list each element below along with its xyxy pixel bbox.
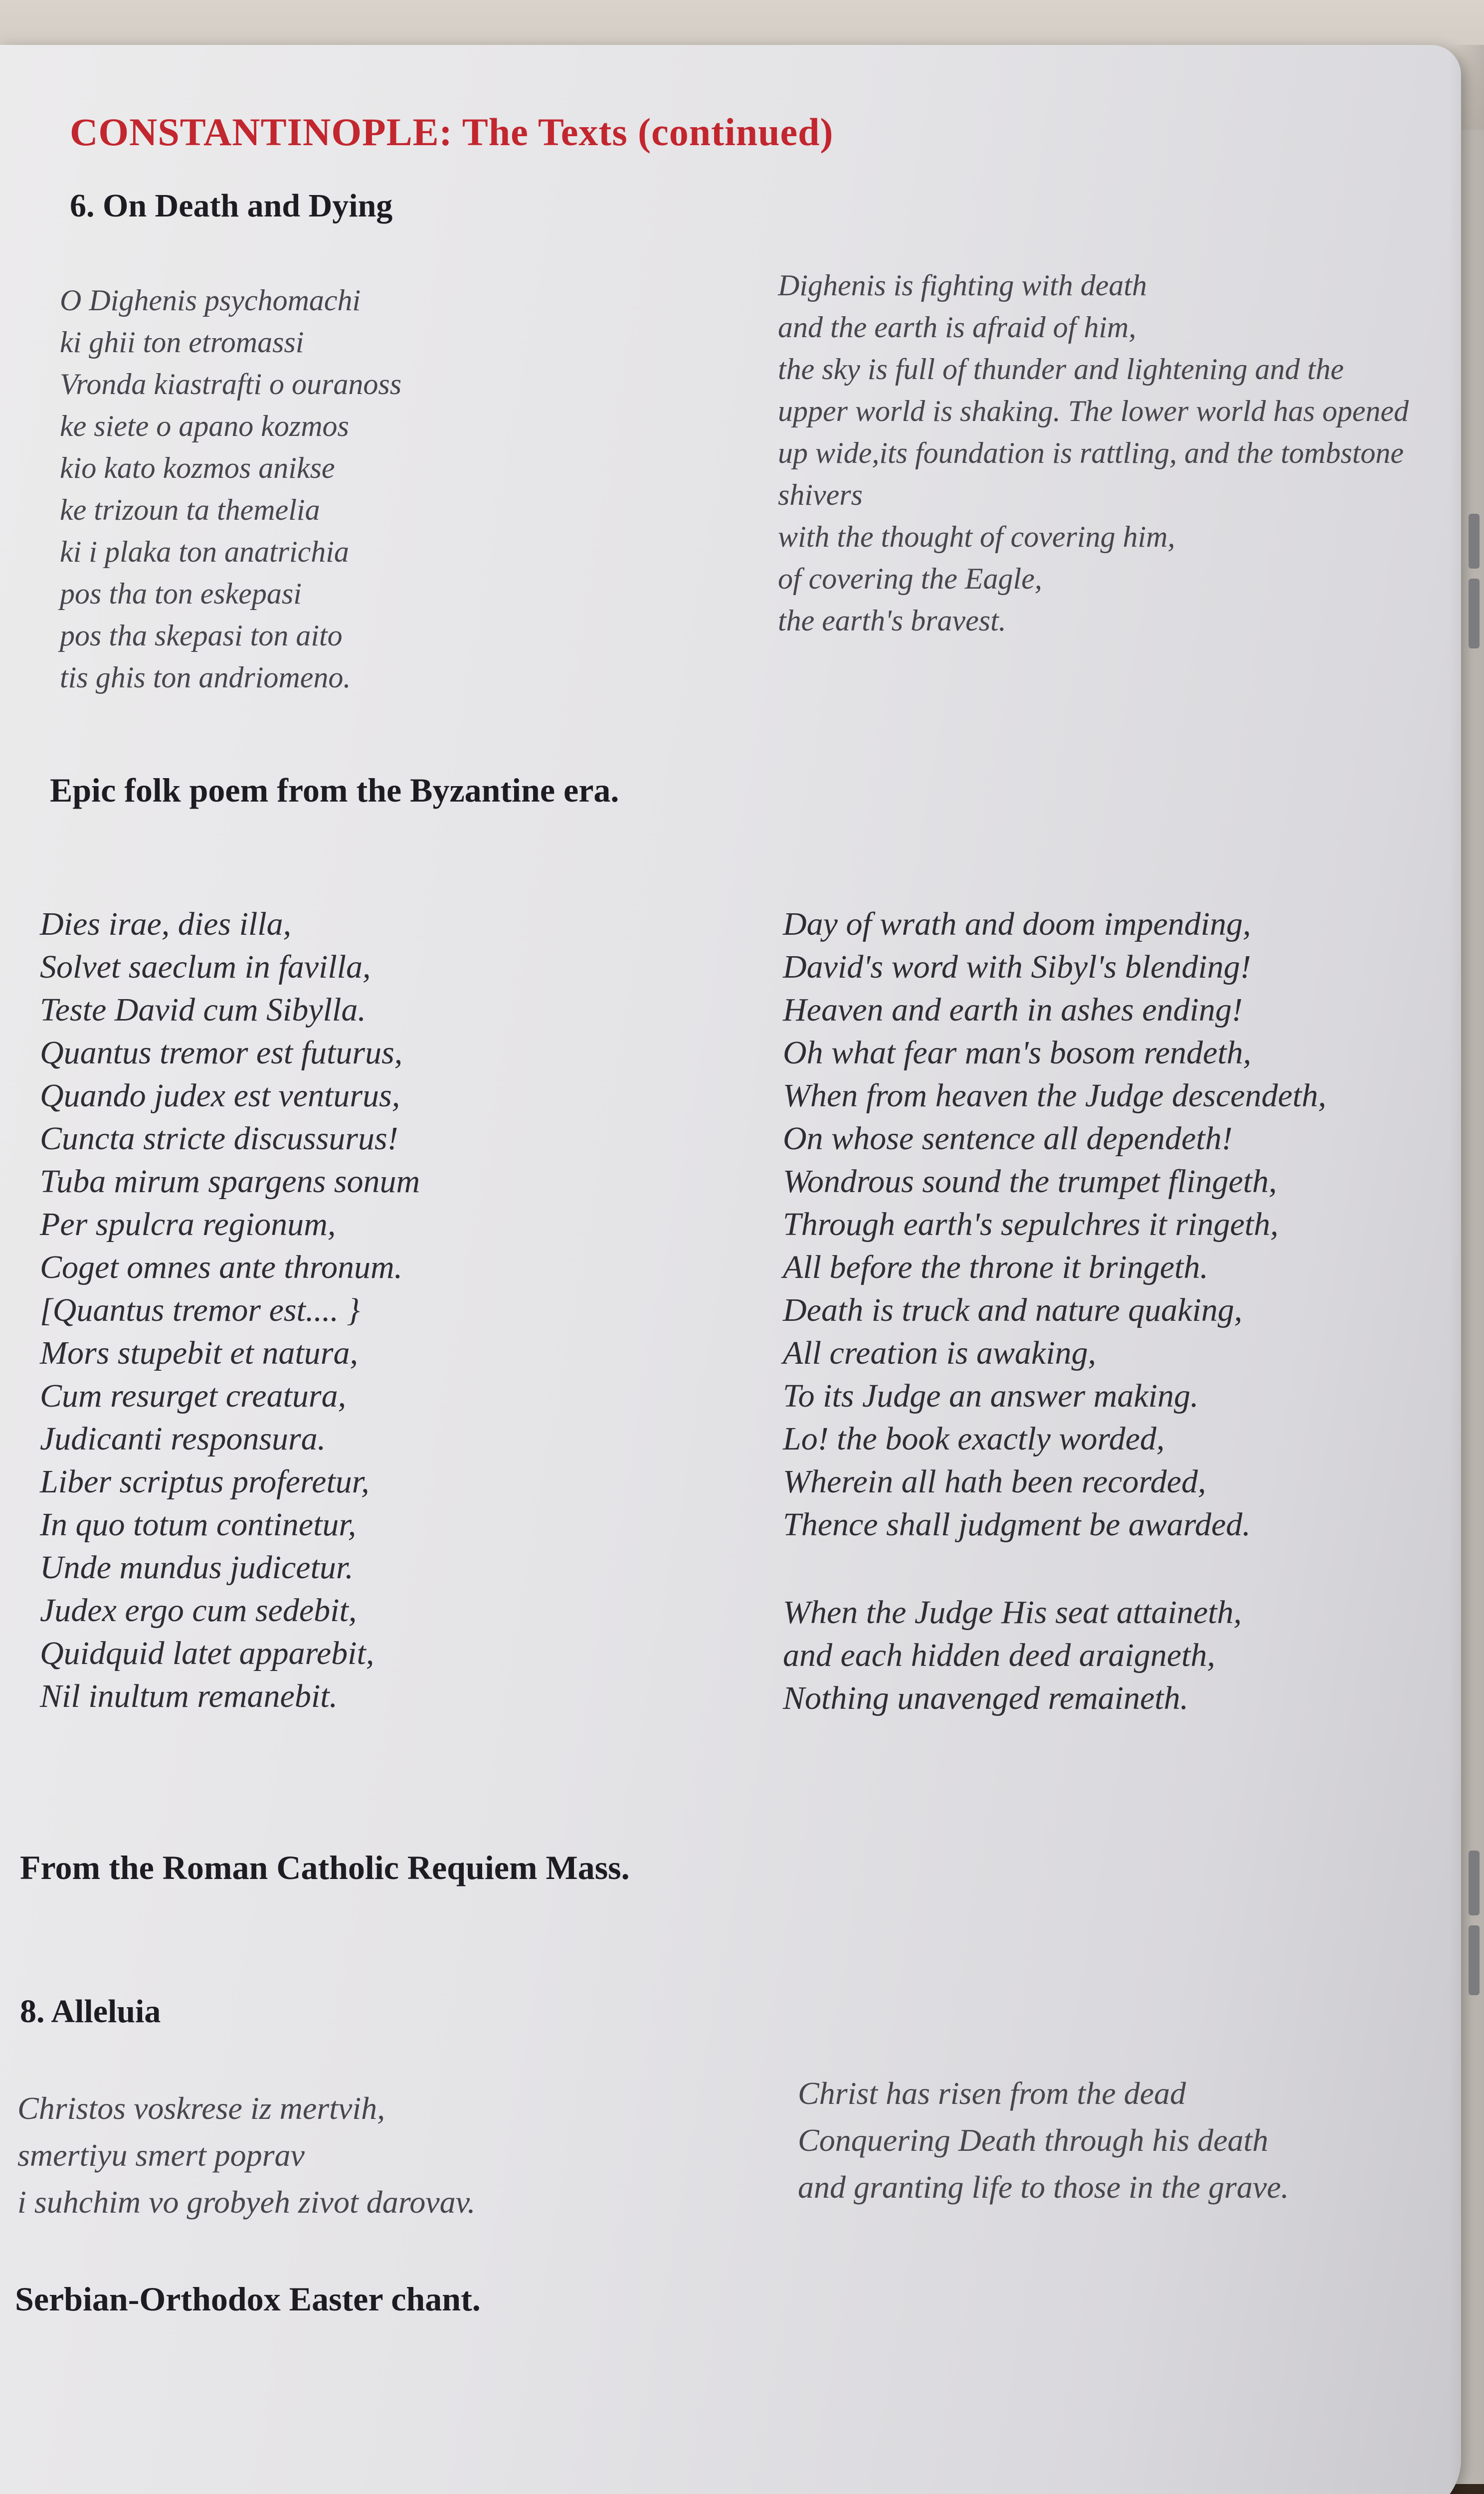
verse-line: Cum resurget creatura,: [40, 1378, 347, 1414]
verse-line: Heaven and earth in ashes ending!: [783, 992, 1243, 1028]
verse-line: pos tha skepasi ton aito: [60, 619, 343, 652]
verse-line: Judicanti responsura.: [40, 1421, 326, 1457]
verse-line: Dighenis is fighting with death: [778, 269, 1147, 302]
verse-line: In quo totum continetur,: [40, 1506, 357, 1543]
verse-line: Solvet saeclum in favilla,: [40, 949, 371, 985]
verse-line: tis ghis ton andriomeno.: [60, 661, 351, 694]
verse-line: kio kato kozmos anikse: [60, 451, 335, 484]
verse-line: All before the throne it bringeth.: [783, 1249, 1208, 1285]
verse-line: Liber scriptus proferetur,: [40, 1463, 370, 1500]
verse-line: Mors stupebit et natura,: [40, 1335, 358, 1371]
attribution-serbian-orthodox: Serbian-Orthodox Easter chant.: [15, 2280, 481, 2318]
verse-line: Quidquid latet apparebit,: [40, 1635, 374, 1671]
verse-line: Unde mundus judicetur.: [40, 1549, 354, 1586]
verse-line: Oh what fear man's bosom rendeth,: [783, 1035, 1252, 1071]
verse-church-slavonic: [17, 2085, 475, 2226]
verse-latin: [40, 903, 420, 1718]
verse-line: ki ghii ton etromassi: [60, 326, 304, 359]
verse-line: All creation is awaking,: [783, 1335, 1097, 1371]
verse-line: ki i plaka ton anatrichia: [60, 535, 349, 568]
section-heading-death-and-dying: 6. On Death and Dying: [70, 188, 393, 224]
verse-english-dies-irae: [783, 903, 1326, 1720]
stanza-gap: [783, 1546, 1326, 1591]
page-title: CONSTANTINOPLE: The Texts (continued): [70, 110, 834, 154]
verse-line: Dies irae, dies illa,: [40, 906, 292, 942]
verse-line: Vronda kiastrafti o ouranoss: [60, 368, 402, 401]
verse-line: To its Judge an answer making.: [783, 1378, 1199, 1414]
verse-line: When the Judge His seat attaineth,: [783, 1594, 1242, 1631]
binding-clip: [1469, 514, 1480, 569]
verse-line: Teste David cum Sibylla.: [40, 992, 366, 1028]
verse-english-translation: [778, 264, 1409, 641]
verse-line: up wide,its foundation is rattling, and the tombstone: [778, 436, 1404, 469]
verse-line: Nothing unavenged remaineth.: [783, 1680, 1189, 1716]
verse-line: Christos voskrese iz mertvih,: [17, 2090, 385, 2126]
verse-line: of covering the Eagle,: [778, 562, 1042, 595]
verse-line: Cuncta stricte discussurus!: [40, 1120, 398, 1157]
verse-line: Through earth's sepulchres it ringeth,: [783, 1206, 1279, 1243]
verse-line: i suhchim vo grobyeh zivot darovav.: [17, 2184, 476, 2220]
verse-line: and each hidden deed araigneth,: [783, 1637, 1215, 1673]
verse-line: Judex ergo cum sedebit,: [40, 1592, 357, 1629]
verse-line: [Quantus tremor est.... }: [40, 1292, 360, 1328]
page-edge-shadow: [1449, 45, 1484, 2494]
verse-line: Christ has risen from the dead: [798, 2076, 1186, 2111]
verse-line: the sky is full of thunder and lightening and the: [778, 353, 1344, 386]
verse-line: Thence shall judgment be awarded.: [783, 1506, 1251, 1543]
verse-line: ke trizoun ta themelia: [60, 493, 320, 526]
verse-line: smertiyu smert poprav: [17, 2137, 305, 2173]
binding-clip: [1469, 579, 1480, 648]
verse-line: Wondrous sound the trumpet flingeth,: [783, 1163, 1277, 1200]
verse-line: When from heaven the Judge descendeth,: [783, 1077, 1326, 1114]
verse-line: Death is truck and nature quaking,: [783, 1292, 1243, 1328]
verse-line: upper world is shaking. The lower world has opened: [778, 395, 1409, 427]
verse-line: with the thought of covering him,: [778, 520, 1175, 553]
verse-line: O Dighenis psychomachi: [60, 284, 361, 317]
verse-line: Quantus tremor est futurus,: [40, 1035, 403, 1071]
verse-line: Tuba mirum spargens sonum: [40, 1163, 420, 1200]
verse-line: Conquering Death through his death: [798, 2122, 1269, 2158]
verse-line: and granting life to those in the grave.: [798, 2169, 1289, 2205]
verse-line: Lo! the book exactly worded,: [783, 1421, 1165, 1457]
verse-line: Per spulcra regionum,: [40, 1206, 336, 1243]
verse-line: Wherein all hath been recorded,: [783, 1463, 1206, 1500]
attribution-requiem: From the Roman Catholic Requiem Mass.: [20, 1849, 630, 1886]
attribution-byzantine: Epic folk poem from the Byzantine era.: [50, 771, 619, 809]
verse-line: Quando judex est venturus,: [40, 1077, 400, 1114]
verse-english-alleluia: [798, 2070, 1289, 2211]
verse-line: and the earth is afraid of him,: [778, 311, 1136, 344]
binding-clip: [1469, 1925, 1480, 1995]
binding-clip: [1469, 1851, 1480, 1915]
verse-line: the earth's bravest.: [778, 604, 1006, 637]
verse-line: ke siete o apano kozmos: [60, 410, 349, 442]
verse-line: Coget omnes ante thronum.: [40, 1249, 403, 1285]
verse-line: Day of wrath and doom impending,: [783, 906, 1251, 942]
verse-line: David's word with Sibyl's blending!: [783, 949, 1251, 985]
section-heading-alleluia: 8. Alleluia: [20, 1993, 161, 2030]
verse-line: shivers: [778, 478, 863, 511]
verse-greek-transliteration: [60, 279, 401, 698]
verse-line: Nil inultum remanebit.: [40, 1678, 338, 1714]
verse-line: On whose sentence all dependeth!: [783, 1120, 1233, 1157]
verse-line: pos tha ton eskepasi: [60, 577, 302, 610]
